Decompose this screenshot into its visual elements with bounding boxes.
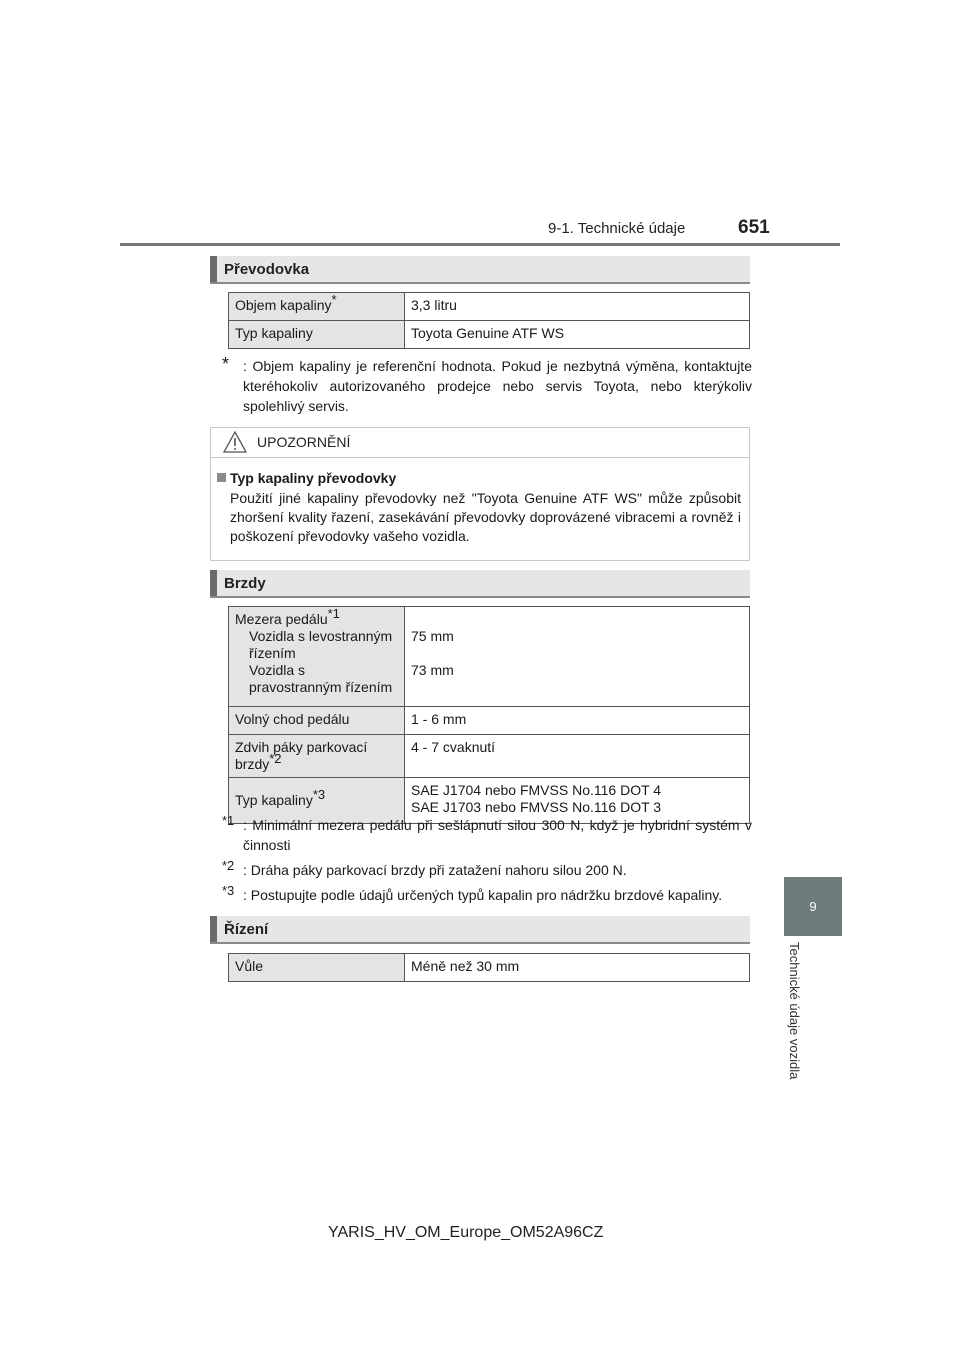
section-title: Brzdy bbox=[224, 575, 266, 592]
section-title: Řízení bbox=[224, 921, 269, 938]
pedal-lhd-label: Vozidla s levostranným řízením bbox=[249, 628, 393, 661]
table-value bbox=[405, 607, 750, 707]
bullet-square-icon bbox=[217, 473, 226, 482]
section-heading-steering bbox=[210, 916, 750, 944]
warning-subtitle: Typ kapaliny převodovky bbox=[230, 470, 397, 486]
pedal-lhd-value: 75 mm bbox=[411, 628, 454, 644]
section-heading-transmission bbox=[210, 256, 750, 284]
running-header-section: 9-1. Technické údaje bbox=[548, 220, 686, 237]
brakes-table bbox=[228, 606, 750, 824]
footnote-text: : Minimální mezera pedálu při sešlápnutí silou 300 N, když je hybridní systém v činnosti bbox=[243, 817, 752, 853]
chapter-number: 9 bbox=[809, 899, 817, 914]
brakes-footnote-1 bbox=[222, 815, 752, 855]
document-code-footer: YARIS_HV_OM_Europe_OM52A96CZ bbox=[328, 1224, 604, 1241]
transmission-table bbox=[228, 292, 750, 349]
table-row bbox=[229, 735, 750, 778]
footnote-mark: *3 bbox=[222, 883, 235, 898]
footnote-mark: * bbox=[222, 354, 230, 374]
table-key: Objem kapaliny* bbox=[229, 293, 405, 321]
section-title: Převodovka bbox=[224, 261, 310, 278]
brakes-footnote-2 bbox=[222, 860, 752, 880]
table-key: Zdvih páky parkovací brzdy*2 bbox=[229, 735, 405, 778]
warning-body: Použití jiné kapaliny převodovky než "Toyota Genuine ATF WS" může způsobit zhoršení kvality řazení, zasekávání převodovky doprovázené vibracemi a rovněž i poškození převodovky vašeho vozidla. bbox=[230, 490, 741, 544]
pedal-rhd-value: 73 mm bbox=[411, 662, 454, 678]
table-key: Mezera pedálu*1 Vozidla s levostranným řízením Vozidla s pravostranným řízením bbox=[229, 607, 405, 707]
warning-title: UPOZORNĚNÍ bbox=[257, 434, 351, 450]
chapter-label-container bbox=[784, 942, 804, 1102]
footnote-mark: *2 bbox=[222, 858, 235, 873]
fluid-value-2: SAE J1703 nebo FMVSS No.116 DOT 3 bbox=[411, 799, 662, 815]
fluid-value-1: SAE J1704 nebo FMVSS No.116 DOT 4 bbox=[411, 782, 662, 798]
table-row bbox=[229, 954, 750, 982]
table-key: Vůle bbox=[229, 954, 405, 982]
table-row bbox=[229, 607, 750, 707]
table-row bbox=[229, 707, 750, 735]
warning-header bbox=[211, 428, 749, 458]
table-value: 3,3 litru bbox=[405, 293, 750, 321]
brakes-footnote-3 bbox=[222, 885, 752, 905]
table-value: Méně než 30 mm bbox=[405, 954, 750, 982]
table-key: Typ kapaliny*3 bbox=[229, 778, 405, 824]
table-value: 4 - 7 cvaknutí bbox=[405, 735, 750, 778]
page-number: 651 bbox=[738, 217, 770, 238]
chapter-tab bbox=[784, 877, 842, 936]
pedal-rhd-label: Vozidla s pravostranným řízením bbox=[249, 662, 393, 695]
footnote-text: : Postupujte podle údajů určených typů kapalin pro nádržku brzdové kapaliny. bbox=[243, 887, 723, 903]
table-row bbox=[229, 293, 750, 321]
table-key: Volný chod pedálu bbox=[229, 707, 405, 735]
section-heading-brakes bbox=[210, 570, 750, 598]
footnote-mark: *1 bbox=[222, 813, 235, 828]
table-value: Toyota Genuine ATF WS bbox=[405, 321, 750, 349]
steering-table bbox=[228, 953, 750, 982]
footnote-text: : Objem kapaliny je referenční hodnota. Pokud je nezbytná výměna, kontaktujte kteréhokoliv autorizovaného prodejce nebo servis Toyota, nebo kterýkoliv spolehlivý servis. bbox=[243, 358, 752, 414]
footnote-text: : Dráha páky parkovací brzdy při zatažení nahoru silou 200 N. bbox=[243, 862, 627, 878]
header-rule bbox=[120, 243, 840, 246]
transmission-footnote bbox=[222, 356, 752, 416]
table-value: 1 - 6 mm bbox=[405, 707, 750, 735]
warning-box bbox=[210, 427, 750, 561]
warning-triangle-icon bbox=[223, 431, 247, 453]
chapter-label: Technické údaje vozidla bbox=[787, 942, 802, 1080]
table-row bbox=[229, 321, 750, 349]
table-key: Typ kapaliny bbox=[229, 321, 405, 349]
